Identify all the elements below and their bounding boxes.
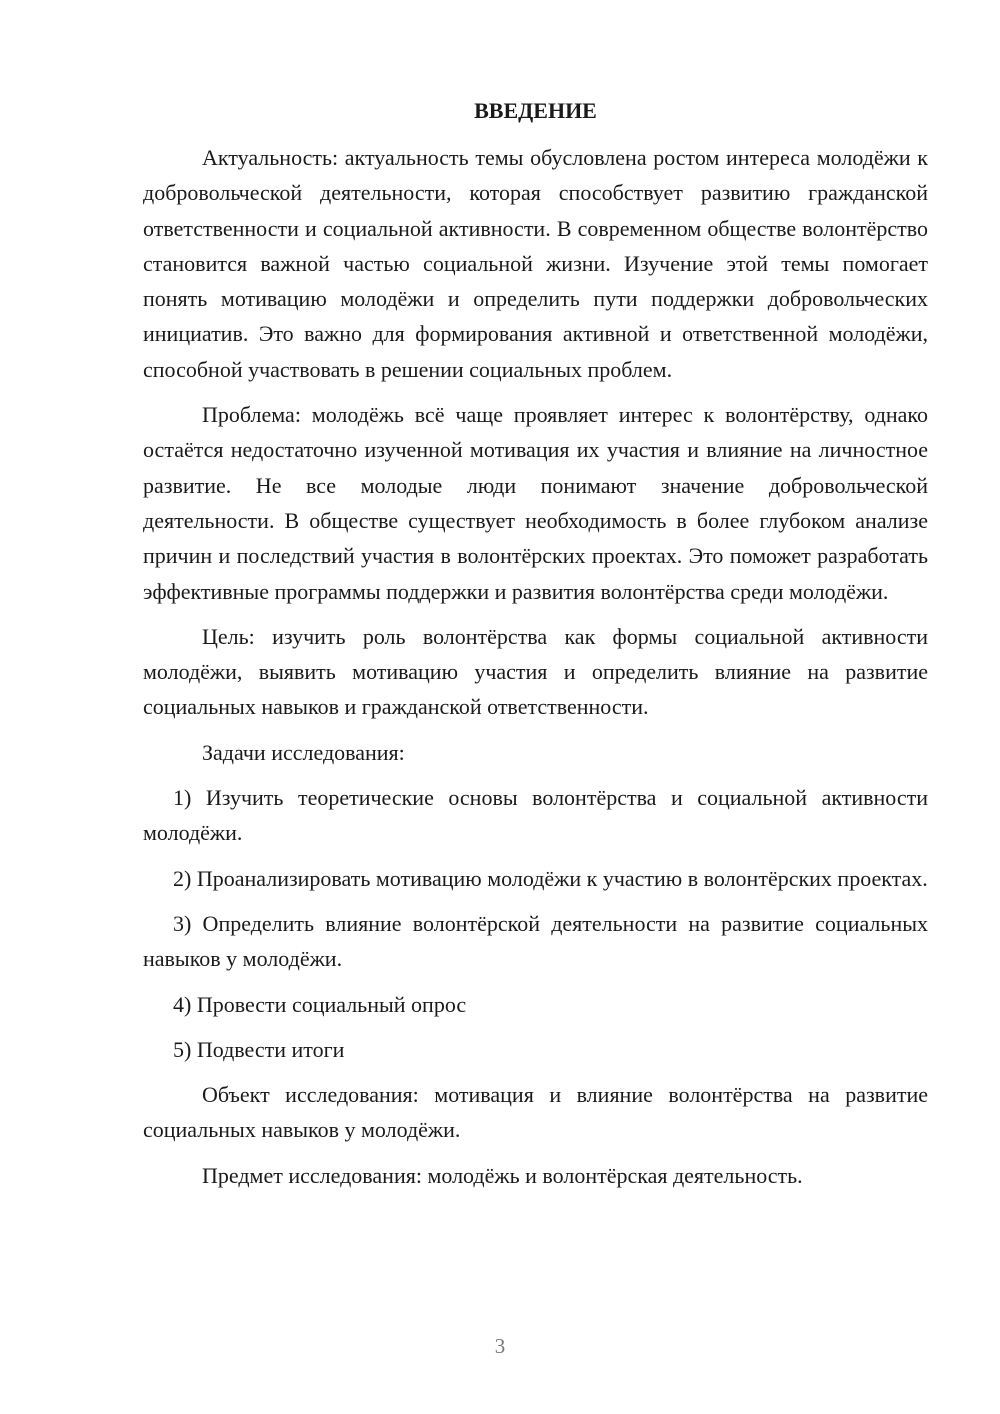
tasks-title: Задачи исследования:: [202, 739, 405, 765]
task-item-4: 4) Провести социальный опрос: [173, 991, 467, 1017]
task-item-5: 5) Подвести итоги: [173, 1036, 345, 1062]
section-heading: ВВЕДЕНИЕ: [474, 98, 597, 123]
task-item-2: 2) Проанализировать мотивацию молодёжи к участию в волонтёрских проектах.: [173, 865, 928, 891]
task-item-3: 3) Определить влияние волонтёрской деятельности на развитие социальных навыков у молодёжи.: [143, 910, 928, 972]
problem-paragraph: Проблема: молодёжь всё чаще проявляет интерес к волонтёрству, однако остаётся недостаточно изученной мотивация их участия и влияние на личностное развитие. Не все молодые люди понимают значение добровольческой деятельности. В обществе существует необходимость в более глубоком анализе причин и последствий участия в волонтёрских проектах. Это поможет разработать эффективные программы поддержки и развития волонтёрства среди молодёжи.: [143, 402, 928, 604]
relevance-paragraph: Актуальность: актуальность темы обусловлена ростом интереса молодёжи к добровольческой деятельности, которая способствует развитию гражданской ответственности и социальной активности. В современном обществе волонтёрство становится важной частью социальной жизни. Изучение этой темы помогает понять мотивацию молодёжи и определить пути поддержки добровольческих инициатив. Это важно для формирования активной и ответственной молодёжи, способной участвовать в решении социальных проблем.: [143, 145, 928, 382]
page-number: 3: [494, 1334, 506, 1358]
goal-paragraph: Цель: изучить роль волонтёрства как формы социальной активности молодёжи, выявить мотивацию участия и определить влияние на развитие социальных навыков и гражданской ответственности.: [143, 623, 928, 720]
task-item-1: 1) Изучить теоретические основы волонтёрства и социальной активности молодёжи.: [143, 785, 928, 846]
subject-paragraph: Предмет исследования: молодёжь и волонтёрская деятельность.: [202, 1162, 803, 1188]
page-content: [143, 96, 928, 1203]
object-paragraph: Объект исследования: мотивация и влияние волонтёрства на развитие социальных навыков у молодёжи.: [143, 1082, 928, 1143]
